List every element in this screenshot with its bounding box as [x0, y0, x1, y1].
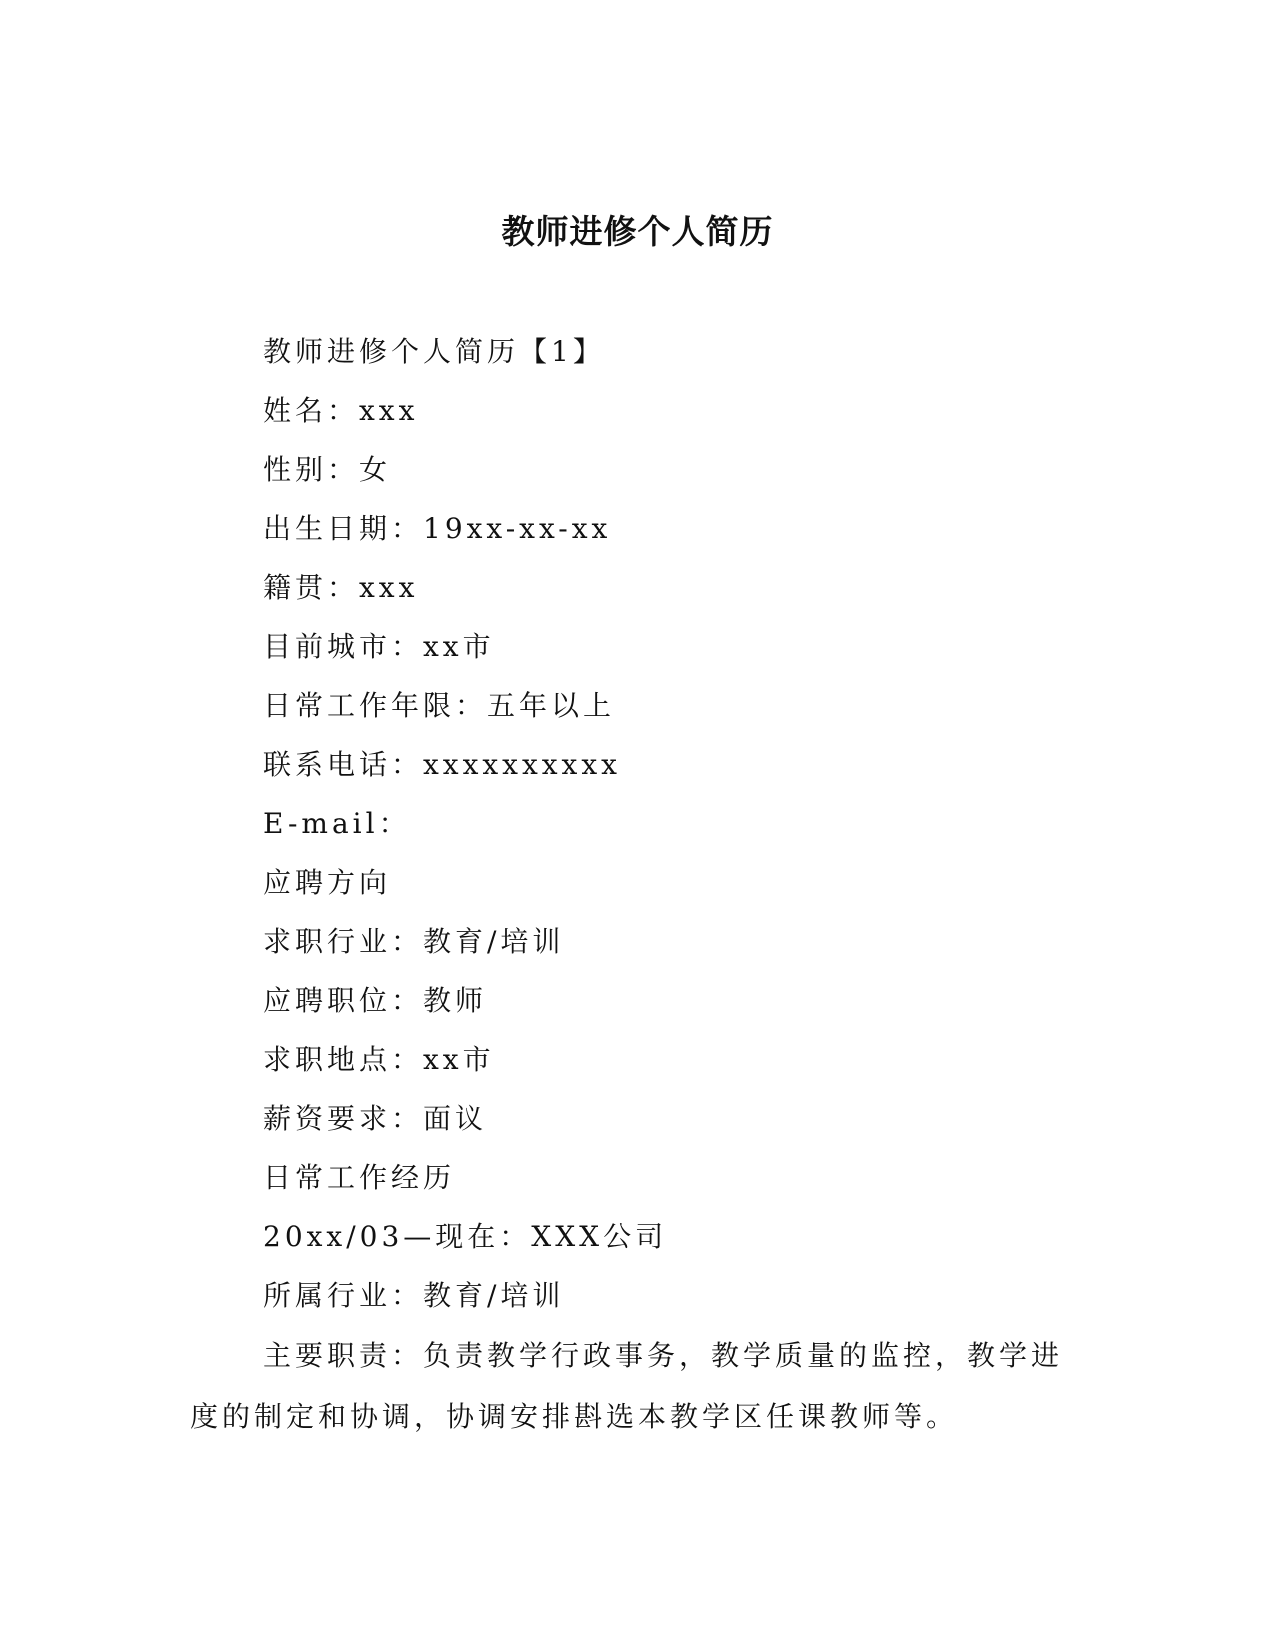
- field-email: E-mail：: [263, 807, 411, 840]
- field-salary: 薪资要求：面议: [263, 1102, 488, 1135]
- field-current-city: 目前城市：xx市: [263, 630, 495, 663]
- field-birth-date: 出生日期：19xx-xx-xx: [263, 512, 612, 545]
- field-gender: 性别：女: [263, 453, 392, 486]
- work-period: 20xx/03—现在：XXX公司: [263, 1220, 668, 1253]
- field-target-position: 应聘职位：教师: [263, 984, 488, 1017]
- field-target-location: 求职地点：xx市: [263, 1043, 495, 1076]
- work-duties-paragraph: 主要职责：负责教学行政事务，教学质量的监控，教学进度的制定和协调，协调安排斟选本教学区任课教师等。: [190, 1339, 1064, 1433]
- field-name: 姓名：xxx: [263, 394, 419, 427]
- section-heading-resume-1: 教师进修个人简历【1】: [263, 335, 605, 368]
- field-native-place: 籍贯：xxx: [263, 571, 419, 604]
- work-industry: 所属行业：教育/培训: [263, 1279, 565, 1312]
- field-target-industry: 求职行业：教育/培训: [263, 925, 565, 958]
- field-phone: 联系电话：xxxxxxxxxx: [263, 748, 621, 781]
- field-work-years: 日常工作年限：五年以上: [263, 689, 616, 722]
- section-heading-work-experience: 日常工作经历: [263, 1161, 456, 1194]
- section-heading-job-intent: 应聘方向: [263, 866, 392, 899]
- document-title: 教师进修个人简历: [501, 212, 774, 251]
